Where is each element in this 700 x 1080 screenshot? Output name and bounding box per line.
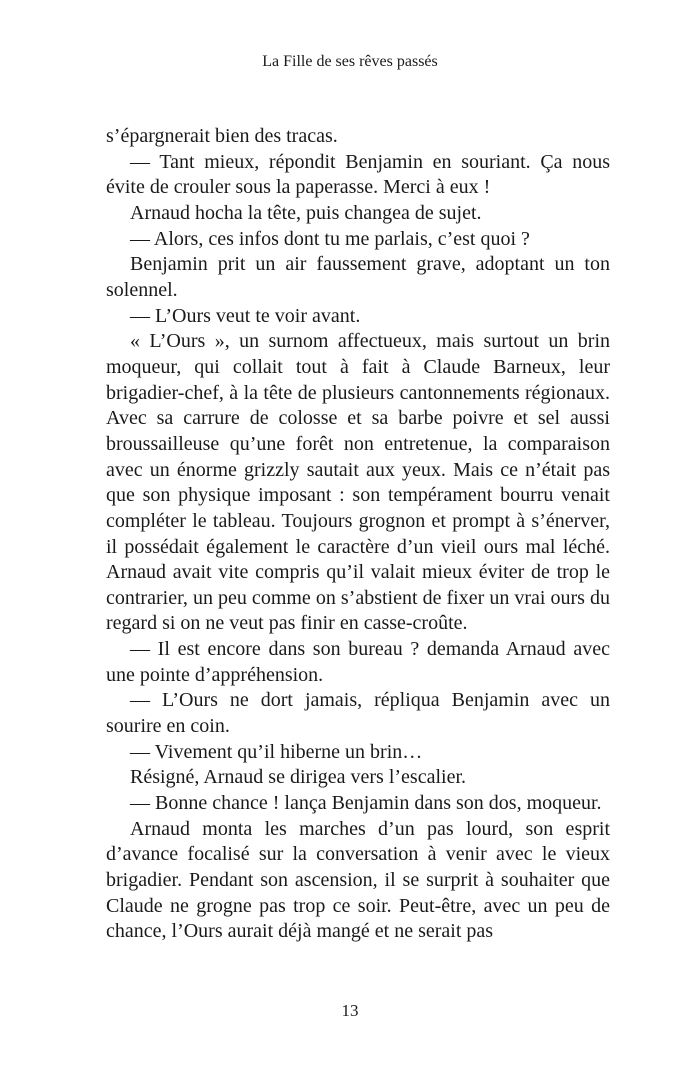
paragraph: — Alors, ces infos dont tu me parlais, c’est quoi ? bbox=[130, 227, 530, 250]
running-title: La Fille de ses rêves passés bbox=[262, 53, 438, 70]
paragraph: — Tant mieux, répondit Benjamin en souriant. Ça nous évite de crouler sous la paperasse. Merci à eux ! bbox=[106, 150, 610, 199]
paragraph: — L’Ours veut te voir avant. bbox=[130, 304, 361, 327]
paragraph: Arnaud hocha la tête, puis changea de sujet. bbox=[130, 201, 482, 224]
paragraph: Arnaud monta les marches d’un pas lourd, son esprit d’avance focalisé sur la conversation à venir avec le vieux brigadier. Pendant son ascension, il se surprit à souhaiter que Claude ne grogne pas trop ce soir. Peut-être, avec un peu de chance, l’Ours aurait déjà mangé et ne serait pas bbox=[106, 817, 610, 943]
paragraph: — Bonne chance ! lança Benjamin dans son dos, moqueur. bbox=[130, 792, 602, 815]
paragraph: — Vivement qu’il hiberne un brin… bbox=[130, 740, 423, 763]
paragraph: Résigné, Arnaud se dirigea vers l’escalier. bbox=[130, 766, 466, 789]
paragraph: — Il est encore dans son bureau ? demanda Arnaud avec une pointe d’appréhension. bbox=[106, 638, 610, 686]
page-number: 13 bbox=[341, 1001, 359, 1020]
paragraph: « L’Ours », un surnom affectueux, mais surtout un brin moqueur, qui collait tout à fait à Claude Barneux, leur brigadier-chef, à la tête de plusieurs cantonnements régionaux. Avec sa carrure de colosse et sa barbe poivre et sel aussi broussailleuse qu’une forêt non entretenue, la comparaison avec un énorme grizzly sautait aux yeux. Mais ce n’était pas que son physique imposant : son tempérament bourru venait compléter le tableau. Toujours grognon et prompt à s’énerver, il possédait également le caractère d’un vieil ours mal léché. Arnaud avait vite compris qu’il valait mieux éviter de trop le contrarier, un peu comme on s’abstient de fixer un vrai ours du regard si on ne veut pas finir en casse-croûte. bbox=[106, 330, 610, 635]
paragraph: — L’Ours ne dort jamais, répliqua Benjamin avec un sourire en coin. bbox=[106, 689, 610, 738]
paragraph: s’épargnerait bien des tracas. bbox=[106, 125, 338, 147]
paragraph: Benjamin prit un air faussement grave, adoptant un ton solennel. bbox=[106, 253, 610, 301]
body-text bbox=[106, 124, 610, 945]
